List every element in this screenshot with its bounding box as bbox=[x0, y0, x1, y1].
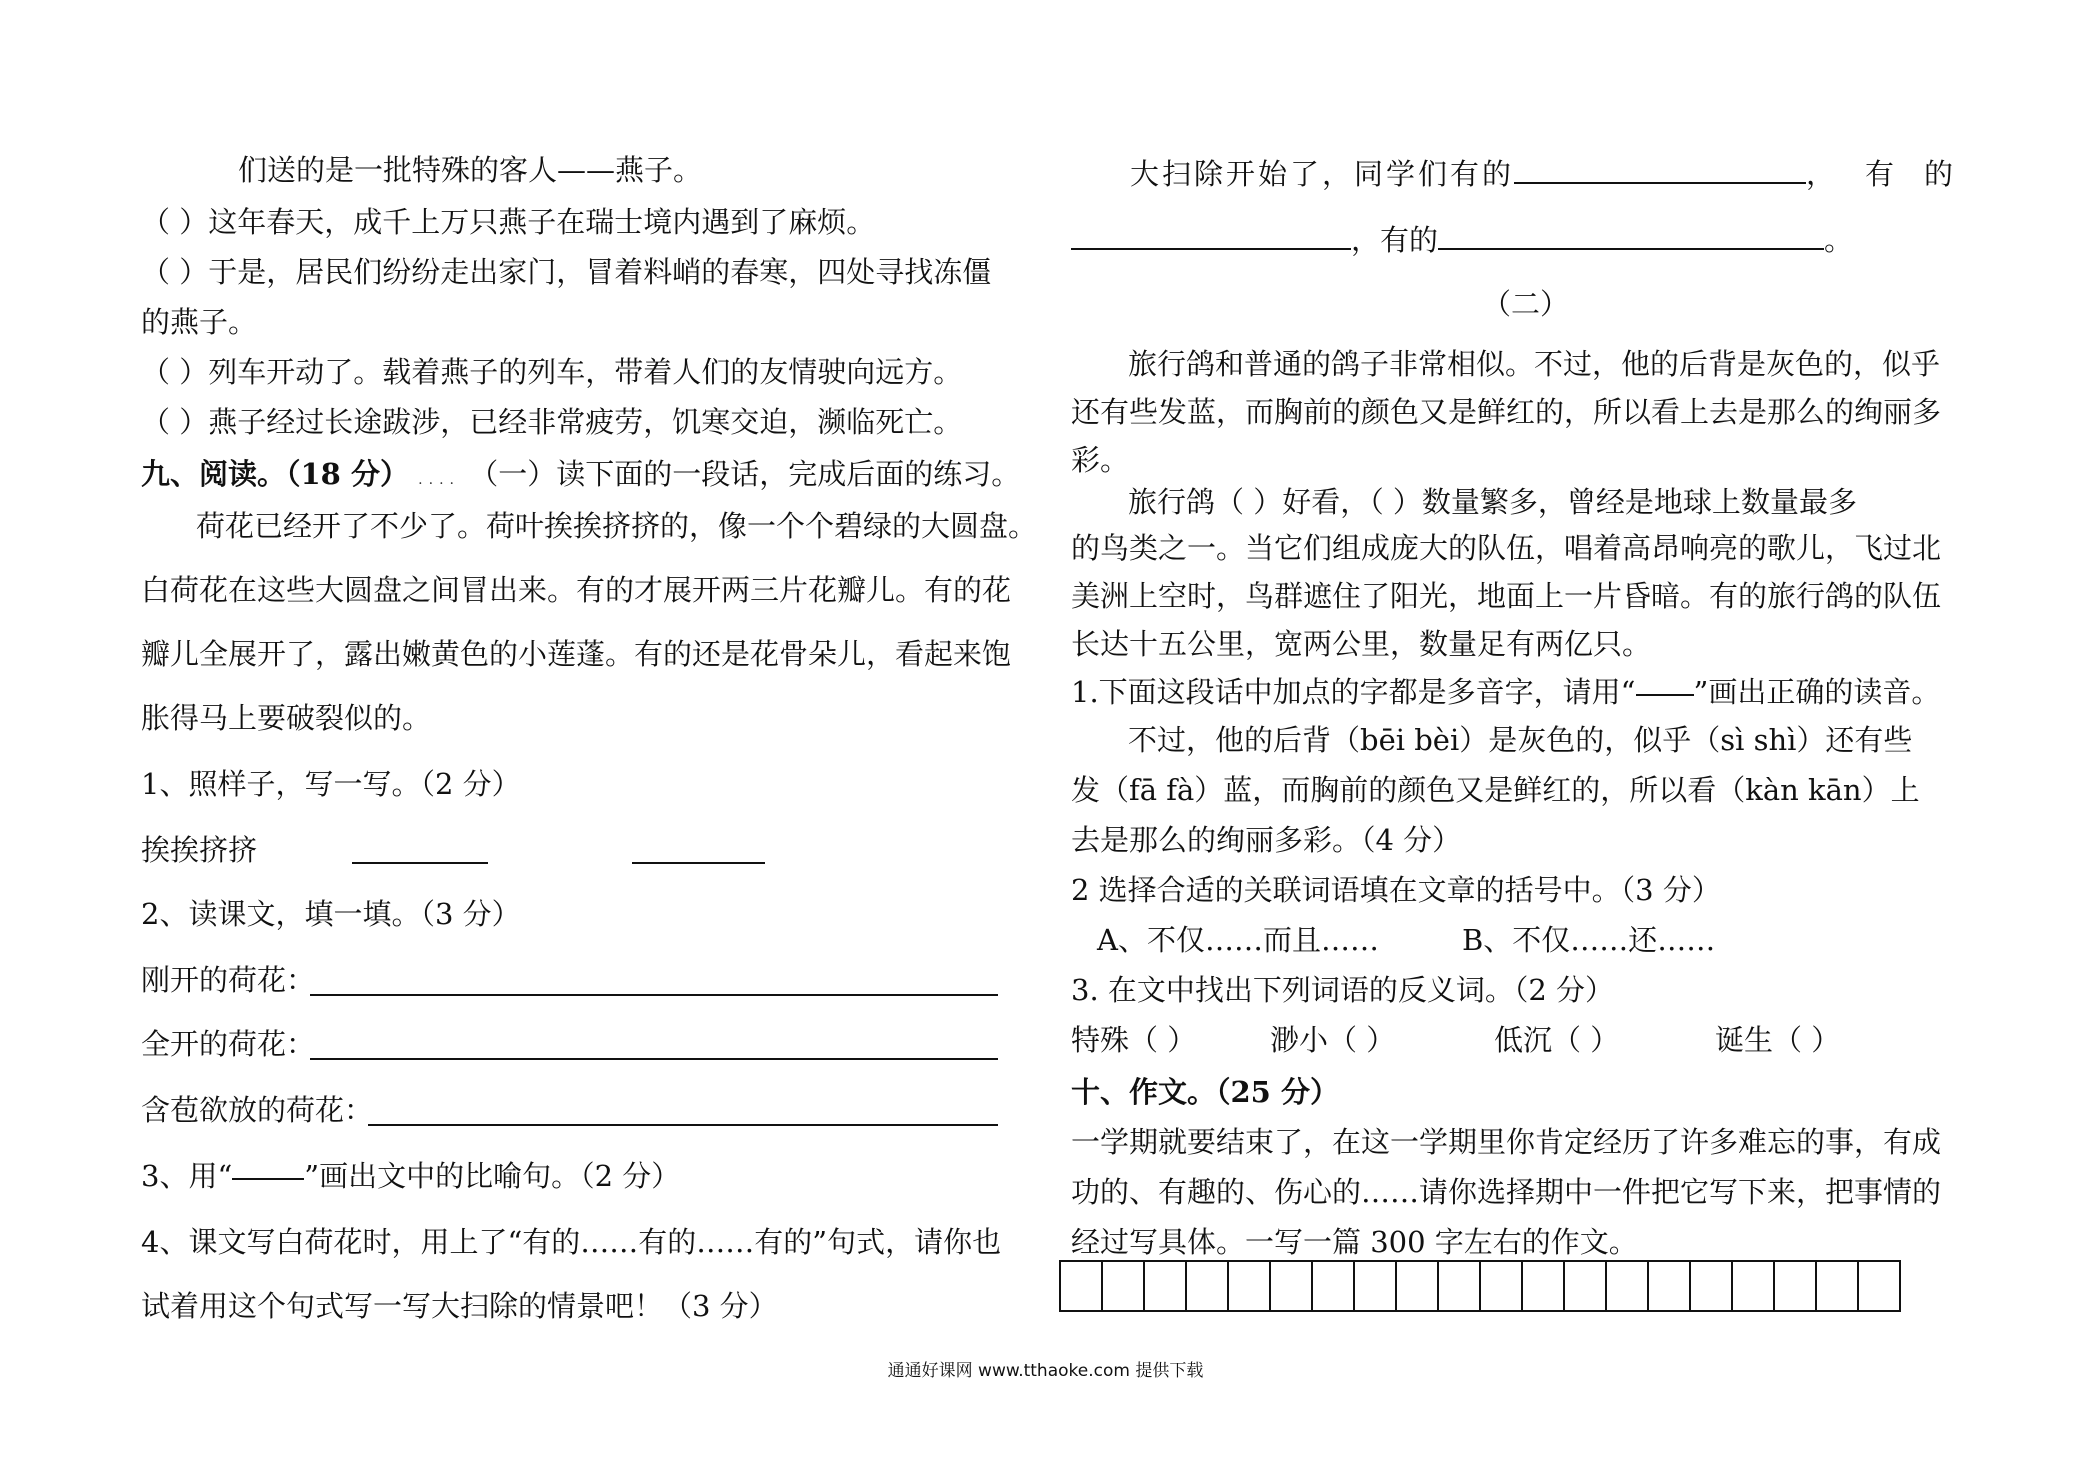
question-1: 1、照样子，写一写。（2 分） bbox=[141, 767, 521, 801]
question-2: 2 选择合适的关联词语填在文章的括号中。（3 分） bbox=[1071, 873, 1721, 907]
grid-cell[interactable] bbox=[1817, 1262, 1859, 1310]
passage-line: 还有些发蓝，而胸前的颜色又是鲜红的，所以看上去是那么的绚丽多 bbox=[1071, 395, 1942, 429]
grid-cell[interactable] bbox=[1271, 1262, 1313, 1310]
fill-line bbox=[1071, 223, 1854, 257]
passage-line: 胀得马上要破裂似的。 bbox=[141, 701, 432, 735]
grid-cell[interactable] bbox=[1523, 1262, 1565, 1310]
antonym-item: 低沉（ ） bbox=[1494, 1023, 1620, 1057]
subsection-title: （二） bbox=[1482, 287, 1570, 321]
passage-line: 瓣儿全展开了，露出嫩黄色的小莲蓬。有的还是花骨朵儿，看起来饱 bbox=[141, 637, 1012, 671]
grid-cell[interactable] bbox=[1607, 1262, 1649, 1310]
writing-grid[interactable] bbox=[1059, 1260, 1901, 1312]
question-text: 3、用“ bbox=[141, 1159, 233, 1193]
question-1-passage: 不过，他的后背（bēi bèi）是灰色的，似乎（sì shì）还有些 bbox=[1128, 723, 1913, 757]
grid-cell[interactable] bbox=[1145, 1262, 1187, 1310]
question-text: ”画出正确的读音。 bbox=[1693, 675, 1941, 709]
question-2-c: 含苞欲放的荷花： bbox=[141, 1093, 374, 1127]
question-4: 4、课文写白荷花时，用上了“有的……有的……有的”句式，请你也 bbox=[141, 1225, 1002, 1259]
question-2: 2、读课文，填一填。（3 分） bbox=[141, 897, 521, 931]
grid-cell[interactable] bbox=[1649, 1262, 1691, 1310]
grid-cell[interactable] bbox=[1397, 1262, 1439, 1310]
text: 大扫除开始了，同学们有的 bbox=[1130, 157, 1515, 191]
answer-blank[interactable] bbox=[310, 994, 998, 996]
answer-blank[interactable] bbox=[1514, 182, 1806, 184]
grid-cell[interactable] bbox=[1061, 1262, 1103, 1310]
passage-line: 白荷花在这些大圆盘之间冒出来。有的才展开两三片花瓣儿。有的花 bbox=[141, 573, 1012, 607]
footer: 通通好课网 www.tthaoke.com 提供下载 bbox=[887, 1361, 1204, 1381]
question-1-passage: 发（fā fà）蓝，而胸前的颜色又是鲜红的，所以看（kàn kān）上 bbox=[1071, 773, 1920, 807]
fill-line bbox=[1130, 157, 1984, 191]
grid-cell[interactable] bbox=[1313, 1262, 1355, 1310]
question-2-a: 刚开的荷花： bbox=[141, 963, 316, 997]
passage-line: 彩。 bbox=[1071, 443, 1130, 477]
composition-line: 功的、有趣的、伤心的……请你选择期中一件把它写下来，把事情的 bbox=[1071, 1175, 1942, 1209]
option-a: A、不仅……而且…… bbox=[1097, 923, 1379, 957]
underline-sample bbox=[1636, 693, 1694, 696]
text: ，有的 bbox=[1806, 157, 1984, 191]
question-text: ”画出文中的比喻句。（2 分） bbox=[304, 1159, 681, 1193]
answer-blank[interactable] bbox=[368, 1124, 998, 1126]
grid-cell[interactable] bbox=[1565, 1262, 1607, 1310]
answer-blank[interactable] bbox=[632, 862, 765, 864]
answer-blank[interactable] bbox=[1438, 248, 1824, 250]
antonym-item: 特殊（ ） bbox=[1071, 1023, 1197, 1057]
question-3 bbox=[141, 1159, 681, 1193]
grid-cell[interactable] bbox=[1733, 1262, 1775, 1310]
answer-blank[interactable] bbox=[1071, 248, 1351, 250]
grid-cell[interactable] bbox=[1187, 1262, 1229, 1310]
section-subtitle: （一）读下面的一段话，完成后面的练习。 bbox=[469, 457, 1021, 491]
section-title: 九、阅读。（18 分） bbox=[141, 457, 409, 491]
grid-cell[interactable] bbox=[1355, 1262, 1397, 1310]
grid-cell[interactable] bbox=[1859, 1262, 1901, 1310]
text-line: （ ）这年春天，成千上万只燕子在瑞士境内遇到了麻烦。 bbox=[141, 205, 876, 239]
grid-cell[interactable] bbox=[1775, 1262, 1817, 1310]
answer-blank[interactable] bbox=[310, 1058, 998, 1060]
text-line: 们送的是一批特殊的客人——燕子。 bbox=[238, 153, 703, 187]
passage-line: 旅行鸽（ ）好看，（ ）数量繁多，曾经是地球上数量最多 bbox=[1128, 485, 1857, 519]
passage-line: 美洲上空时，鸟群遮住了阳光，地面上一片昏暗。有的旅行鸽的队伍 bbox=[1071, 579, 1942, 613]
antonym-item: 渺小（ ） bbox=[1270, 1023, 1396, 1057]
passage-line: 荷花已经开了不少了。荷叶挨挨挤挤的，像一个个碧绿的大圆盘。 bbox=[196, 509, 1038, 543]
composition-line: 一学期就要结束了，在这一学期里你肯定经历了许多难忘的事，有成 bbox=[1071, 1125, 1942, 1159]
text: 。 bbox=[1824, 223, 1854, 257]
question-1-example: 挨挨挤挤 bbox=[141, 833, 258, 867]
question-1 bbox=[1071, 675, 1941, 709]
question-4: 试着用这个句式写一写大扫除的情景吧！（3 分） bbox=[141, 1289, 778, 1323]
text-line: 的燕子。 bbox=[141, 305, 258, 339]
option-b: B、不仅……还…… bbox=[1462, 923, 1716, 957]
question-text: 1.下面这段话中加点的字都是多音字，请用“ bbox=[1071, 675, 1636, 709]
question-2-b: 全开的荷花： bbox=[141, 1027, 316, 1061]
grid-cell[interactable] bbox=[1229, 1262, 1271, 1310]
section-9-heading bbox=[141, 457, 1021, 491]
passage-line: 的鸟类之一。当它们组成庞大的队伍，唱着高昂响亮的歌儿，飞过北 bbox=[1071, 531, 1942, 565]
composition-line: 经过写具体。一写一篇 300 字左右的作文。 bbox=[1071, 1225, 1638, 1259]
question-1-passage: 去是那么的绚丽多彩。（4 分） bbox=[1071, 823, 1462, 857]
passage-line: 长达十五公里，宽两公里，数量足有两亿只。 bbox=[1071, 627, 1652, 661]
text: ，有的 bbox=[1351, 223, 1439, 257]
grid-cell[interactable] bbox=[1481, 1262, 1523, 1310]
passage-line: 旅行鸽和普通的鸽子非常相似。不过，他的后背是灰色的，似乎 bbox=[1128, 347, 1941, 381]
text-line: （ ）燕子经过长途跋涉，已经非常疲劳，饥寒交迫，濒临死亡。 bbox=[141, 405, 963, 439]
grid-cell[interactable] bbox=[1691, 1262, 1733, 1310]
underline-sample bbox=[232, 1177, 304, 1180]
grid-cell[interactable] bbox=[1439, 1262, 1481, 1310]
question-3: 3. 在文中找出下列词语的反义词。（2 分） bbox=[1071, 973, 1615, 1007]
text-line: （ ）列车开动了。载着燕子的列车，带着人们的友情驶向远方。 bbox=[141, 355, 963, 389]
section-10-heading: 十、作文。（25 分） bbox=[1071, 1075, 1339, 1109]
emphasis-dots: .... bbox=[418, 472, 460, 488]
text-line: （ ）于是，居民们纷纷走出家门，冒着料峭的春寒，四处寻找冻僵 bbox=[141, 255, 992, 289]
antonym-item: 诞生（ ） bbox=[1715, 1023, 1841, 1057]
grid-cell[interactable] bbox=[1103, 1262, 1145, 1310]
answer-blank[interactable] bbox=[352, 862, 488, 864]
